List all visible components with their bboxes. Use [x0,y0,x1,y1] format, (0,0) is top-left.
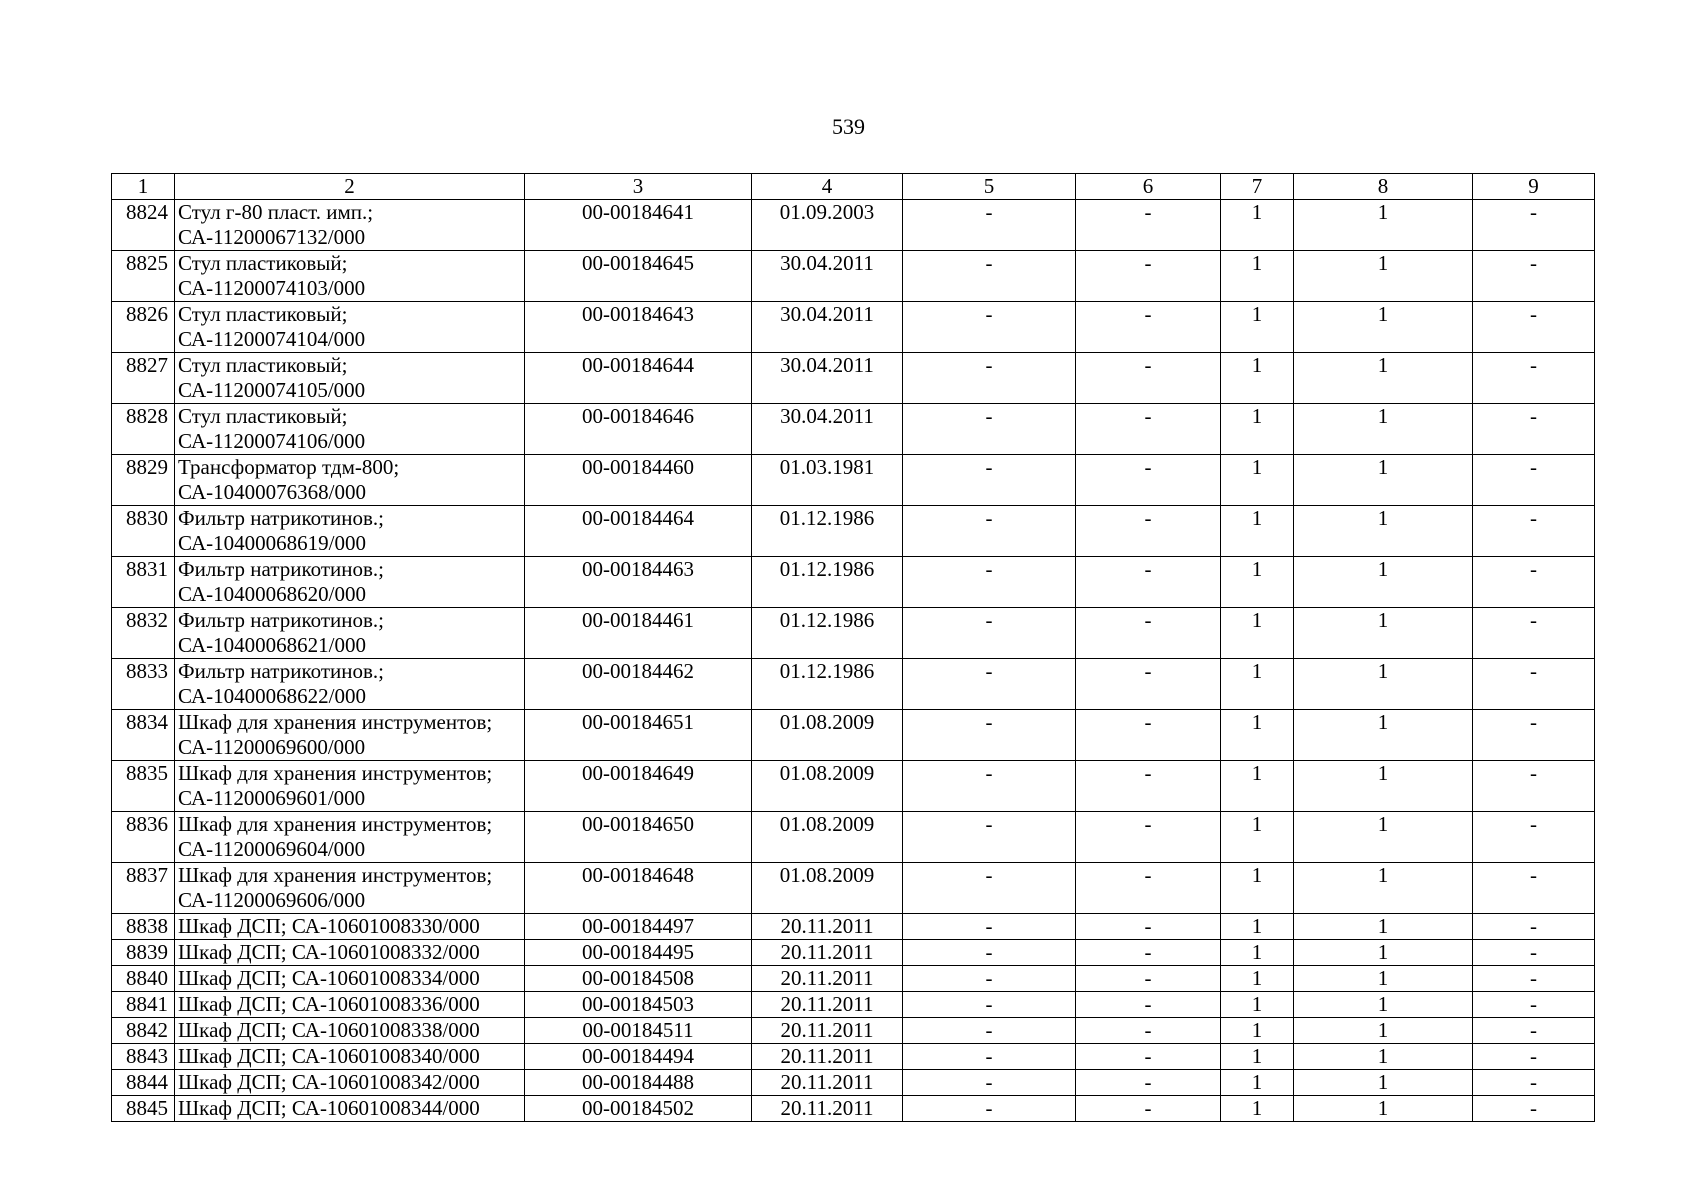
table-row [112,992,1595,1018]
cell-row-number: 8840 [112,966,175,992]
cell-col-9: - [1473,761,1595,812]
cell-row-number: 8837 [112,863,175,914]
cell-col-7: 1 [1221,251,1294,302]
cell-item-name: Шкаф ДСП; СА-10601008340/000 [175,1044,525,1070]
cell-col-8: 1 [1294,863,1473,914]
cell-col-7: 1 [1221,455,1294,506]
cell-col-9: - [1473,659,1595,710]
cell-col-7: 1 [1221,1018,1294,1044]
cell-col-7: 1 [1221,1096,1294,1122]
cell-col-7: 1 [1221,557,1294,608]
cell-col-6: - [1076,992,1221,1018]
cell-date: 01.08.2009 [752,863,903,914]
cell-col-5: - [903,353,1076,404]
cell-date: 01.09.2003 [752,200,903,251]
cell-col-7: 1 [1221,812,1294,863]
cell-item-name: Стул пластиковый; СА-11200074104/000 [175,302,525,353]
cell-col-8: 1 [1294,659,1473,710]
cell-item-name: Стул пластиковый; СА-11200074105/000 [175,353,525,404]
cell-row-number: 8830 [112,506,175,557]
cell-col-5: - [903,940,1076,966]
column-header-5: 5 [903,174,1076,200]
cell-inventory-code: 00-00184460 [525,455,752,506]
table-row [112,863,1595,914]
cell-row-number: 8841 [112,992,175,1018]
page-number: 539 [832,114,865,139]
cell-col-8: 1 [1294,506,1473,557]
cell-date: 01.08.2009 [752,761,903,812]
table-header [112,174,1595,200]
cell-col-9: - [1473,966,1595,992]
cell-col-9: - [1473,1018,1595,1044]
cell-inventory-code: 00-00184503 [525,992,752,1018]
cell-col-6: - [1076,404,1221,455]
cell-col-7: 1 [1221,302,1294,353]
cell-inventory-code: 00-00184463 [525,557,752,608]
table-row [112,404,1595,455]
cell-col-9: - [1473,302,1595,353]
cell-inventory-code: 00-00184497 [525,914,752,940]
cell-item-name: Фильтр натрикотинов.; СА-10400068622/000 [175,659,525,710]
cell-col-9: - [1473,1096,1595,1122]
cell-col-5: - [903,863,1076,914]
cell-inventory-code: 00-00184495 [525,940,752,966]
cell-row-number: 8839 [112,940,175,966]
table-row [112,966,1595,992]
cell-col-8: 1 [1294,1096,1473,1122]
cell-col-8: 1 [1294,812,1473,863]
cell-col-9: - [1473,1044,1595,1070]
cell-row-number: 8845 [112,1096,175,1122]
cell-item-name: Фильтр натрикотинов.; СА-10400068619/000 [175,506,525,557]
cell-date: 20.11.2011 [752,966,903,992]
cell-col-6: - [1076,1096,1221,1122]
cell-row-number: 8836 [112,812,175,863]
cell-col-5: - [903,557,1076,608]
cell-col-7: 1 [1221,940,1294,966]
cell-col-9: - [1473,914,1595,940]
table-row [112,353,1595,404]
cell-col-9: - [1473,200,1595,251]
cell-inventory-code: 00-00184644 [525,353,752,404]
cell-col-5: - [903,404,1076,455]
cell-col-7: 1 [1221,992,1294,1018]
cell-inventory-code: 00-00184650 [525,812,752,863]
cell-inventory-code: 00-00184646 [525,404,752,455]
cell-row-number: 8838 [112,914,175,940]
cell-item-name: Фильтр натрикотинов.; СА-10400068620/000 [175,557,525,608]
cell-col-9: - [1473,992,1595,1018]
cell-date: 20.11.2011 [752,1070,903,1096]
cell-inventory-code: 00-00184648 [525,863,752,914]
cell-col-7: 1 [1221,914,1294,940]
cell-col-6: - [1076,1044,1221,1070]
cell-col-7: 1 [1221,1070,1294,1096]
cell-date: 01.12.1986 [752,506,903,557]
cell-col-9: - [1473,940,1595,966]
cell-item-name: Стул г-80 пласт. имп.; СА-11200067132/000 [175,200,525,251]
cell-item-name: Шкаф для хранения инструментов; СА-11200069600/000 [175,710,525,761]
cell-col-7: 1 [1221,966,1294,992]
cell-col-6: - [1076,302,1221,353]
cell-inventory-code: 00-00184464 [525,506,752,557]
cell-col-7: 1 [1221,404,1294,455]
cell-col-5: - [903,966,1076,992]
cell-col-6: - [1076,455,1221,506]
cell-col-6: - [1076,761,1221,812]
cell-col-8: 1 [1294,1044,1473,1070]
cell-col-6: - [1076,557,1221,608]
cell-col-9: - [1473,353,1595,404]
cell-inventory-code: 00-00184649 [525,761,752,812]
cell-date: 30.04.2011 [752,353,903,404]
cell-col-5: - [903,761,1076,812]
cell-col-5: - [903,914,1076,940]
cell-row-number: 8834 [112,710,175,761]
cell-inventory-code: 00-00184508 [525,966,752,992]
table-row [112,914,1595,940]
table-row [112,659,1595,710]
cell-col-5: - [903,1096,1076,1122]
cell-col-7: 1 [1221,659,1294,710]
cell-row-number: 8829 [112,455,175,506]
cell-col-6: - [1076,966,1221,992]
cell-col-6: - [1076,1070,1221,1096]
table-row [112,710,1595,761]
cell-col-5: - [903,506,1076,557]
cell-col-7: 1 [1221,353,1294,404]
cell-date: 20.11.2011 [752,1096,903,1122]
cell-col-9: - [1473,404,1595,455]
cell-date: 20.11.2011 [752,992,903,1018]
cell-inventory-code: 00-00184651 [525,710,752,761]
cell-col-8: 1 [1294,200,1473,251]
cell-date: 30.04.2011 [752,251,903,302]
cell-col-5: - [903,710,1076,761]
cell-col-8: 1 [1294,914,1473,940]
cell-col-6: - [1076,659,1221,710]
column-header-9: 9 [1473,174,1595,200]
cell-row-number: 8827 [112,353,175,404]
cell-col-5: - [903,608,1076,659]
cell-col-7: 1 [1221,863,1294,914]
cell-inventory-code: 00-00184641 [525,200,752,251]
cell-col-5: - [903,1018,1076,1044]
cell-inventory-code: 00-00184462 [525,659,752,710]
cell-col-8: 1 [1294,761,1473,812]
cell-inventory-code: 00-00184645 [525,251,752,302]
cell-col-7: 1 [1221,1044,1294,1070]
cell-col-5: - [903,1044,1076,1070]
cell-row-number: 8826 [112,302,175,353]
cell-row-number: 8832 [112,608,175,659]
cell-col-9: - [1473,863,1595,914]
cell-col-6: - [1076,353,1221,404]
cell-date: 20.11.2011 [752,1044,903,1070]
cell-col-8: 1 [1294,966,1473,992]
table-row [112,557,1595,608]
cell-date: 01.12.1986 [752,557,903,608]
cell-col-5: - [903,992,1076,1018]
cell-col-8: 1 [1294,557,1473,608]
table-row [112,251,1595,302]
cell-item-name: Шкаф для хранения инструментов; СА-11200069601/000 [175,761,525,812]
cell-row-number: 8828 [112,404,175,455]
table-row [112,455,1595,506]
header-row [112,174,1595,200]
cell-date: 20.11.2011 [752,940,903,966]
cell-inventory-code: 00-00184461 [525,608,752,659]
cell-date: 01.08.2009 [752,812,903,863]
cell-item-name: Трансформатор тдм-800; СА-10400076368/000 [175,455,525,506]
cell-item-name: Шкаф для хранения инструментов; СА-11200069604/000 [175,812,525,863]
column-header-7: 7 [1221,174,1294,200]
table-row [112,1070,1595,1096]
cell-col-5: - [903,1070,1076,1096]
cell-date: 01.08.2009 [752,710,903,761]
cell-col-6: - [1076,1018,1221,1044]
cell-col-6: - [1076,200,1221,251]
cell-row-number: 8835 [112,761,175,812]
cell-col-8: 1 [1294,1018,1473,1044]
cell-col-6: - [1076,914,1221,940]
cell-item-name: Шкаф ДСП; СА-10601008330/000 [175,914,525,940]
cell-date: 30.04.2011 [752,302,903,353]
cell-col-8: 1 [1294,1070,1473,1096]
cell-col-8: 1 [1294,608,1473,659]
cell-col-9: - [1473,812,1595,863]
cell-row-number: 8831 [112,557,175,608]
cell-inventory-code: 00-00184643 [525,302,752,353]
cell-date: 01.12.1986 [752,659,903,710]
table-row [112,1044,1595,1070]
cell-item-name: Фильтр натрикотинов.; СА-10400068621/000 [175,608,525,659]
column-header-3: 3 [525,174,752,200]
cell-col-8: 1 [1294,940,1473,966]
cell-col-7: 1 [1221,761,1294,812]
cell-col-8: 1 [1294,404,1473,455]
cell-col-9: - [1473,557,1595,608]
table-row [112,812,1595,863]
column-header-8: 8 [1294,174,1473,200]
cell-date: 20.11.2011 [752,914,903,940]
cell-inventory-code: 00-00184488 [525,1070,752,1096]
cell-col-9: - [1473,251,1595,302]
column-header-1: 1 [112,174,175,200]
table-body [112,200,1595,1122]
cell-item-name: Шкаф ДСП; СА-10601008338/000 [175,1018,525,1044]
cell-col-6: - [1076,251,1221,302]
cell-col-5: - [903,200,1076,251]
column-header-6: 6 [1076,174,1221,200]
cell-col-8: 1 [1294,710,1473,761]
cell-col-8: 1 [1294,455,1473,506]
cell-col-8: 1 [1294,251,1473,302]
cell-item-name: Шкаф ДСП; СА-10601008344/000 [175,1096,525,1122]
cell-col-6: - [1076,506,1221,557]
column-header-4: 4 [752,174,903,200]
table-row [112,1096,1595,1122]
cell-col-8: 1 [1294,353,1473,404]
cell-col-6: - [1076,940,1221,966]
cell-item-name: Стул пластиковый; СА-11200074106/000 [175,404,525,455]
cell-col-9: - [1473,1070,1595,1096]
cell-col-9: - [1473,455,1595,506]
cell-col-5: - [903,251,1076,302]
cell-row-number: 8825 [112,251,175,302]
cell-item-name: Шкаф ДСП; СА-10601008336/000 [175,992,525,1018]
cell-col-9: - [1473,710,1595,761]
cell-item-name: Шкаф ДСП; СА-10601008342/000 [175,1070,525,1096]
cell-item-name: Стул пластиковый; СА-11200074103/000 [175,251,525,302]
cell-col-9: - [1473,506,1595,557]
table-row [112,1018,1595,1044]
cell-date: 30.04.2011 [752,404,903,455]
cell-col-5: - [903,659,1076,710]
cell-item-name: Шкаф ДСП; СА-10601008332/000 [175,940,525,966]
cell-col-5: - [903,812,1076,863]
cell-col-6: - [1076,608,1221,659]
table-row [112,506,1595,557]
cell-row-number: 8833 [112,659,175,710]
cell-col-5: - [903,302,1076,353]
cell-inventory-code: 00-00184511 [525,1018,752,1044]
table-row [112,940,1595,966]
cell-date: 01.12.1986 [752,608,903,659]
cell-col-7: 1 [1221,506,1294,557]
cell-row-number: 8824 [112,200,175,251]
cell-date: 01.03.1981 [752,455,903,506]
cell-col-7: 1 [1221,200,1294,251]
cell-col-6: - [1076,812,1221,863]
table-row [112,608,1595,659]
cell-col-8: 1 [1294,302,1473,353]
cell-col-6: - [1076,863,1221,914]
table-row [112,200,1595,251]
cell-inventory-code: 00-00184494 [525,1044,752,1070]
cell-row-number: 8842 [112,1018,175,1044]
inventory-table [111,173,1595,1122]
cell-col-9: - [1473,608,1595,659]
cell-col-7: 1 [1221,710,1294,761]
cell-item-name: Шкаф ДСП; СА-10601008334/000 [175,966,525,992]
cell-row-number: 8844 [112,1070,175,1096]
column-header-2: 2 [175,174,525,200]
cell-inventory-code: 00-00184502 [525,1096,752,1122]
cell-col-6: - [1076,710,1221,761]
cell-col-8: 1 [1294,992,1473,1018]
cell-item-name: Шкаф для хранения инструментов; СА-11200069606/000 [175,863,525,914]
cell-col-5: - [903,455,1076,506]
cell-row-number: 8843 [112,1044,175,1070]
cell-date: 20.11.2011 [752,1018,903,1044]
cell-col-7: 1 [1221,608,1294,659]
table-row [112,761,1595,812]
table-row [112,302,1595,353]
